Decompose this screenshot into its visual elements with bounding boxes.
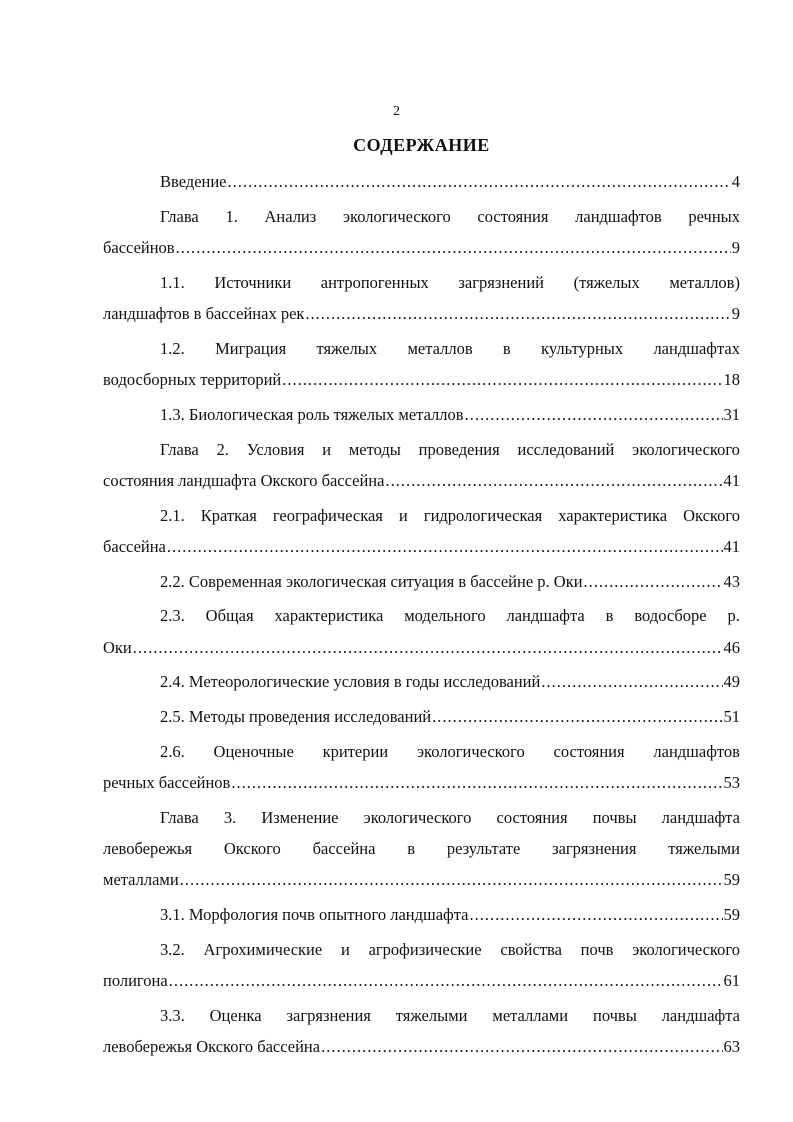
toc-entry [103,500,740,562]
toc-entry-line [103,232,740,263]
toc-entry-text: 2.1. [160,505,185,525]
toc-entry-word: почвы [592,1005,637,1025]
dot-leader [432,701,722,732]
toc-page-number: 59 [723,905,740,925]
toc-entry-line [103,666,740,697]
toc-entry-line [103,267,740,298]
toc-entry-text: водосборных территорий [103,370,282,389]
toc-entry-line [103,899,740,930]
toc-entry [103,1000,740,1062]
toc-entry-word: металлами [492,1005,569,1025]
toc-entry-text: Глава [160,807,199,827]
toc-entry-word: характеристика [558,505,668,525]
toc-entry-word: металлов [407,338,473,358]
toc-entry [103,701,740,732]
toc-page-number: 9 [731,238,740,257]
toc-entry-line [103,364,740,395]
toc-entry-line [103,465,740,496]
toc-page-number: 41 [723,536,740,556]
dot-leader [228,166,731,197]
toc-entry-text: 1.1. [160,272,185,292]
toc-entry-word: металлов) [669,272,740,292]
toc-entry [103,899,740,930]
toc-entry-line [103,500,740,531]
toc-entry-text: 1.2. [160,338,185,358]
toc-entry-word: речных [688,206,740,226]
toc-entry-word: Окского [683,505,740,525]
toc-entry-word: в [407,839,416,859]
toc-entry-line [103,333,740,364]
toc-page-number: 61 [723,971,740,991]
toc-entry-line [103,201,740,232]
dot-leader [584,566,723,597]
dot-leader [385,465,722,496]
toc-entry-word: ландшафта [661,807,740,827]
toc-entry-line [103,1000,740,1031]
toc-entry-text: 1.3. Биологическая роль тяжелых металлов [160,404,464,424]
toc-entry-word: Общая [205,606,254,626]
toc-page-number: 46 [723,637,740,657]
toc-entry [103,201,740,263]
page-number: 2 [393,104,400,119]
toc-entry-text: 2.5. Методы проведения исследований [160,707,432,727]
toc-page-number: 43 [723,571,740,591]
toc-entry-word: модельного [404,606,486,626]
toc-entry-word: и [322,439,332,459]
toc-entry [103,566,740,597]
toc-page-number: 18 [723,370,740,389]
toc-entry-line [103,864,740,895]
toc-entry-line [103,965,740,996]
toc-entry-word: водосборе [634,606,707,626]
toc-entry-word: Миграция [215,338,287,358]
toc-entry-text: 3.1. Морфология почв опытного ландшафта [160,905,469,925]
toc-page-number: 51 [723,707,740,727]
dot-leader [167,531,723,562]
toc-entry-word: состояния [496,807,568,827]
toc-entry-text: состояния ландшафта Окского бассейна [103,470,385,490]
toc-entry-word: результате [446,839,521,859]
toc-entry-word: Оценка [209,1005,262,1025]
toc-entry [103,600,740,662]
toc-entry-text: Глава [160,206,199,226]
toc-entry-text: 2.3. [160,606,185,626]
toc-entry-word: загрязнений [458,272,544,292]
toc-entry-text: полигона [103,971,168,991]
table-of-contents [103,166,740,1066]
toc-entry-word: загрязнения [286,1005,371,1025]
toc-entry-text: ландшафтов в бассейнах рек [103,304,305,323]
toc-entry-word: проведения [418,439,500,459]
toc-entry-word: агрофизические [368,939,482,959]
dot-leader [321,1031,722,1062]
toc-entry-line [103,833,740,864]
toc-entry-line [103,767,740,798]
toc-page-number: 4 [731,172,740,191]
toc-entry-word: ландшафтах [653,338,740,358]
toc-entry-word: экологического [363,807,472,827]
toc-entry-word: тяжелыми [395,1005,468,1025]
dot-leader [465,399,723,430]
toc-entry-word: состояния [477,206,549,226]
toc-entry-line [103,166,740,197]
toc-entry-word: экологического [342,206,451,226]
toc-entry-word: экологического [632,939,740,959]
toc-entry-word: экологического [632,439,740,459]
toc-entry-word: почвы [592,807,637,827]
toc-entry-word: (тяжелых [573,272,640,292]
toc-page-number: 63 [723,1037,740,1057]
toc-page-number: 31 [723,404,740,424]
toc-entry [103,399,740,430]
toc-entry [103,333,740,395]
toc-page-number: 59 [723,870,740,890]
toc-entry-word: ландшафтов [653,741,740,761]
toc-entry-text: бассейнов [103,238,175,257]
toc-entry-word: Окского [223,839,281,859]
toc-entry-text: металлами [103,870,179,890]
toc-entry-text: 3.2. [160,939,185,959]
toc-page-number: 9 [731,304,740,323]
toc-entry-line [103,736,740,767]
dot-leader [176,232,731,263]
toc-entry-word: в [605,606,614,626]
toc-entry-word: почв [580,939,614,959]
toc-entry-text: Оки [103,637,132,657]
toc-entry-text: 2.4. Метеорологические условия в годы исследований [160,672,541,692]
toc-entry-line [103,632,740,663]
toc-entry-word: 3. [223,807,237,827]
toc-entry-word: ландшафтов [575,206,662,226]
dot-leader [231,767,722,798]
toc-entry-line [103,298,740,329]
toc-entry-word: культурных [541,338,624,358]
toc-entry-word: р. [727,606,740,626]
toc-entry-word: 1. [225,206,238,226]
toc-entry-word: гидрологическая [423,505,543,525]
toc-entry [103,666,740,697]
toc-entry-word: методы [348,439,401,459]
toc-entry-text: левобережья Окского бассейна [103,1037,321,1057]
dot-leader [541,666,722,697]
toc-entry-line [103,802,740,833]
toc-entry-line [103,701,740,732]
toc-entry-word: 2. [216,439,229,459]
toc-entry-word: характеристика [274,606,384,626]
toc-entry [103,267,740,329]
toc-entry-word: географическая [272,505,383,525]
toc-entry-word: Условия [246,439,305,459]
toc-entry-word: экологического [416,741,525,761]
toc-page-number: 49 [723,672,740,692]
toc-entry-text: Глава [160,439,199,459]
toc-entry-line [103,434,740,465]
toc-entry-line [103,934,740,965]
dot-leader [469,899,722,930]
toc-entry [103,736,740,798]
toc-entry-text: Введение [160,172,227,191]
toc-entry [103,434,740,496]
toc-entry [103,802,740,896]
toc-entry-word: тяжелыми [668,839,740,859]
toc-entry-word: состояния [553,741,625,761]
toc-entry-word: и [340,939,350,959]
dot-leader [169,965,723,996]
toc-entry-word: Агрохимические [203,939,323,959]
dot-leader [282,364,722,395]
toc-page-number: 41 [723,470,740,490]
toc-page-number: 53 [723,773,740,793]
toc-entry-word: критерии [322,741,389,761]
toc-entry-word: тяжелых [316,338,378,358]
toc-entry-text: 2.2. Современная экологическая ситуация в бассейне р. Оки [160,571,583,591]
toc-entry-word: бассейна [312,839,376,859]
toc-entry-line [103,531,740,562]
toc-entry-line [103,566,740,597]
toc-entry-word: загрязнения [552,839,637,859]
toc-entry-word: и [398,505,408,525]
toc-entry-text: бассейна [103,536,166,556]
toc-entry-word: Краткая [200,505,257,525]
toc-entry-word: Изменение [261,807,339,827]
dot-leader [133,632,723,663]
toc-entry [103,934,740,996]
toc-entry-line [103,399,740,430]
toc-entry-word: антропогенных [320,272,429,292]
toc-entry-text: левобережья [103,839,193,859]
dot-leader [180,864,723,895]
toc-entry-word: ландшафта [506,606,585,626]
dot-leader [305,298,730,329]
toc-entry-line [103,600,740,631]
toc-entry-word: в [502,338,511,358]
toc-entry-word: Источники [214,272,292,292]
page-title: СОДЕРЖАНИЕ [353,135,490,155]
toc-entry-word: свойства [500,939,562,959]
toc-entry-text: 2.6. [160,741,185,761]
toc-entry-word: ландшафта [661,1005,740,1025]
toc-entry-line [103,1031,740,1062]
toc-entry-word: Анализ [264,206,317,226]
toc-entry-word: исследований [517,439,615,459]
toc-entry-word: Оценочные [213,741,294,761]
toc-entry-text: 3.3. [160,1005,185,1025]
toc-entry-text: речных бассейнов [103,773,231,793]
toc-entry [103,166,740,197]
